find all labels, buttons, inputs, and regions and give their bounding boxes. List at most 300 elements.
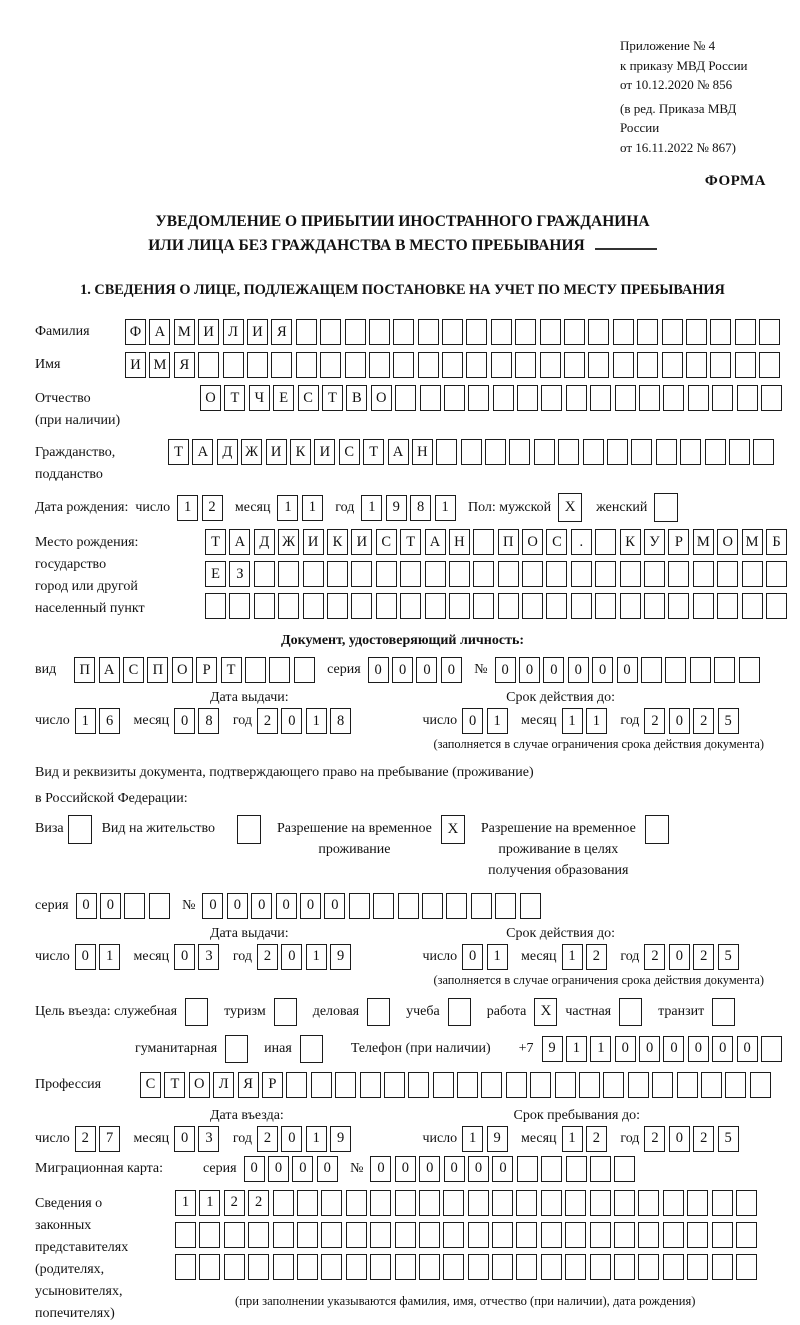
purpose-private-checkbox[interactable] [619,998,642,1026]
char-cell[interactable] [638,1222,659,1248]
char-cell[interactable] [351,561,372,587]
char-cell[interactable]: Р [668,529,689,555]
char-cell[interactable]: 0 [419,1156,440,1182]
char-cell[interactable]: О [371,385,392,411]
char-cell[interactable] [668,561,689,587]
char-cell[interactable]: 0 [76,893,97,919]
char-cell[interactable]: К [290,439,311,465]
char-cell[interactable] [615,385,636,411]
char-cell[interactable] [393,319,414,345]
char-cell[interactable] [419,1254,440,1280]
char-cell[interactable]: 1 [487,944,508,970]
char-cell[interactable] [515,352,536,378]
char-cell[interactable] [541,385,562,411]
char-cell[interactable] [566,1156,587,1182]
char-cell[interactable] [717,561,738,587]
char-cell[interactable] [175,1222,196,1248]
char-cell[interactable] [637,352,658,378]
char-cell[interactable]: 9 [542,1036,563,1062]
char-cell[interactable]: 0 [202,893,223,919]
char-cell[interactable]: С [376,529,397,555]
char-cell[interactable] [442,319,463,345]
char-cell[interactable] [492,1190,513,1216]
char-cell[interactable] [735,319,756,345]
char-cell[interactable]: 9 [330,944,351,970]
char-cell[interactable] [395,385,416,411]
char-cell[interactable] [273,1222,294,1248]
char-cell[interactable] [370,1222,391,1248]
char-cell[interactable]: 1 [99,944,120,970]
char-cell[interactable]: Л [223,319,244,345]
char-cell[interactable] [400,593,421,619]
char-cell[interactable] [652,1072,673,1098]
char-cell[interactable]: Т [164,1072,185,1098]
char-cell[interactable] [493,385,514,411]
char-cell[interactable]: И [314,439,335,465]
char-cell[interactable] [759,319,780,345]
char-cell[interactable] [327,593,348,619]
char-cell[interactable] [717,593,738,619]
char-cell[interactable] [400,561,421,587]
char-cell[interactable] [753,439,774,465]
char-cell[interactable] [522,561,543,587]
char-cell[interactable] [149,893,170,919]
char-cell[interactable]: 2 [693,708,714,734]
char-cell[interactable] [269,657,290,683]
char-cell[interactable] [517,385,538,411]
char-cell[interactable]: 0 [281,708,302,734]
char-cell[interactable]: 1 [562,708,583,734]
char-cell[interactable] [579,1072,600,1098]
char-cell[interactable]: И [198,319,219,345]
char-cell[interactable] [607,439,628,465]
char-cell[interactable] [297,1254,318,1280]
char-cell[interactable] [442,352,463,378]
char-cell[interactable] [224,1222,245,1248]
char-cell[interactable]: 0 [370,1156,391,1182]
char-cell[interactable]: А [229,529,250,555]
char-cell[interactable]: 0 [617,657,638,683]
char-cell[interactable] [680,439,701,465]
char-cell[interactable] [369,319,390,345]
char-cell[interactable]: Т [224,385,245,411]
char-cell[interactable]: 0 [615,1036,636,1062]
char-cell[interactable]: 0 [568,657,589,683]
char-cell[interactable] [398,893,419,919]
char-cell[interactable] [742,561,763,587]
char-cell[interactable] [245,657,266,683]
char-cell[interactable] [637,319,658,345]
char-cell[interactable] [468,385,489,411]
char-cell[interactable] [466,352,487,378]
char-cell[interactable] [425,561,446,587]
char-cell[interactable]: 9 [487,1126,508,1152]
char-cell[interactable] [443,1254,464,1280]
char-cell[interactable] [370,1190,391,1216]
char-cell[interactable]: 0 [281,944,302,970]
purpose-business-checkbox[interactable] [367,998,390,1026]
char-cell[interactable] [712,1254,733,1280]
char-cell[interactable] [761,1036,782,1062]
char-cell[interactable] [590,1156,611,1182]
char-cell[interactable] [273,1190,294,1216]
char-cell[interactable] [687,1190,708,1216]
char-cell[interactable]: Я [174,352,195,378]
char-cell[interactable] [564,319,585,345]
char-cell[interactable] [687,1222,708,1248]
char-cell[interactable] [248,1254,269,1280]
char-cell[interactable]: В [346,385,367,411]
purpose-humanitarian-checkbox[interactable] [225,1035,248,1063]
char-cell[interactable] [481,1072,502,1098]
char-cell[interactable] [725,1072,746,1098]
char-cell[interactable]: 1 [75,708,96,734]
char-cell[interactable]: 2 [257,1126,278,1152]
char-cell[interactable]: 0 [251,893,272,919]
char-cell[interactable]: Т [205,529,226,555]
char-cell[interactable] [473,529,494,555]
char-cell[interactable] [468,1254,489,1280]
char-cell[interactable]: 0 [669,1126,690,1152]
char-cell[interactable] [530,1072,551,1098]
char-cell[interactable]: 0 [227,893,248,919]
char-cell[interactable] [473,561,494,587]
char-cell[interactable] [540,352,561,378]
char-cell[interactable] [522,593,543,619]
char-cell[interactable] [248,1222,269,1248]
char-cell[interactable]: М [149,352,170,378]
char-cell[interactable] [346,1222,367,1248]
char-cell[interactable]: 1 [590,1036,611,1062]
char-cell[interactable] [736,1190,757,1216]
char-cell[interactable] [473,593,494,619]
char-cell[interactable] [449,593,470,619]
char-cell[interactable] [303,561,324,587]
char-cell[interactable] [520,893,541,919]
char-cell[interactable] [541,1156,562,1182]
char-cell[interactable] [205,593,226,619]
char-cell[interactable]: 5 [718,944,739,970]
char-cell[interactable] [620,561,641,587]
char-cell[interactable]: Ф [125,319,146,345]
char-cell[interactable] [254,561,275,587]
char-cell[interactable] [735,352,756,378]
char-cell[interactable] [663,385,684,411]
char-cell[interactable]: 6 [99,708,120,734]
char-cell[interactable] [321,1222,342,1248]
char-cell[interactable] [346,1190,367,1216]
char-cell[interactable]: Т [221,657,242,683]
char-cell[interactable]: И [125,352,146,378]
char-cell[interactable] [603,1072,624,1098]
char-cell[interactable] [631,439,652,465]
char-cell[interactable]: А [99,657,120,683]
female-checkbox[interactable] [654,493,678,522]
char-cell[interactable] [376,561,397,587]
char-cell[interactable]: 2 [693,1126,714,1152]
char-cell[interactable]: Т [168,439,189,465]
char-cell[interactable]: Ж [241,439,262,465]
residence-permit-checkbox[interactable] [237,815,261,844]
char-cell[interactable] [638,1254,659,1280]
char-cell[interactable] [701,1072,722,1098]
char-cell[interactable] [468,1190,489,1216]
char-cell[interactable] [588,319,609,345]
char-cell[interactable] [273,1254,294,1280]
visa-checkbox[interactable] [68,815,92,844]
char-cell[interactable] [351,593,372,619]
char-cell[interactable] [370,1254,391,1280]
char-cell[interactable] [737,385,758,411]
char-cell[interactable]: 2 [586,1126,607,1152]
char-cell[interactable] [515,319,536,345]
char-cell[interactable]: 2 [257,944,278,970]
char-cell[interactable] [565,1190,586,1216]
char-cell[interactable] [199,1254,220,1280]
char-cell[interactable] [349,893,370,919]
char-cell[interactable]: 0 [444,1156,465,1182]
char-cell[interactable] [736,1254,757,1280]
char-cell[interactable]: 1 [562,1126,583,1152]
rvp-checkbox[interactable]: X [441,815,465,844]
char-cell[interactable] [663,1254,684,1280]
char-cell[interactable] [614,1190,635,1216]
char-cell[interactable] [492,1254,513,1280]
char-cell[interactable] [662,319,683,345]
char-cell[interactable] [628,1072,649,1098]
char-cell[interactable] [565,1222,586,1248]
char-cell[interactable] [590,1254,611,1280]
char-cell[interactable] [571,561,592,587]
char-cell[interactable]: П [498,529,519,555]
char-cell[interactable] [247,352,268,378]
char-cell[interactable]: 0 [737,1036,758,1062]
char-cell[interactable] [311,1072,332,1098]
char-cell[interactable] [688,385,709,411]
char-cell[interactable]: П [74,657,95,683]
char-cell[interactable] [686,352,707,378]
char-cell[interactable] [498,593,519,619]
char-cell[interactable]: Д [217,439,238,465]
char-cell[interactable]: 2 [644,944,665,970]
char-cell[interactable] [614,1254,635,1280]
char-cell[interactable]: И [303,529,324,555]
char-cell[interactable]: 1 [277,495,298,521]
char-cell[interactable]: 2 [644,708,665,734]
char-cell[interactable] [223,352,244,378]
char-cell[interactable]: 1 [177,495,198,521]
char-cell[interactable]: 0 [663,1036,684,1062]
char-cell[interactable]: 2 [644,1126,665,1152]
char-cell[interactable] [620,593,641,619]
char-cell[interactable] [555,1072,576,1098]
purpose-study-checkbox[interactable] [448,998,471,1026]
char-cell[interactable] [705,439,726,465]
char-cell[interactable] [278,593,299,619]
char-cell[interactable] [393,352,414,378]
char-cell[interactable]: К [327,529,348,555]
char-cell[interactable] [297,1190,318,1216]
char-cell[interactable] [668,593,689,619]
char-cell[interactable]: Е [205,561,226,587]
char-cell[interactable] [517,1156,538,1182]
char-cell[interactable] [687,1254,708,1280]
char-cell[interactable]: 0 [317,1156,338,1182]
purpose-work-checkbox[interactable]: X [534,998,557,1026]
char-cell[interactable] [320,319,341,345]
char-cell[interactable] [271,352,292,378]
char-cell[interactable]: 9 [386,495,407,521]
char-cell[interactable]: О [200,385,221,411]
char-cell[interactable]: Р [196,657,217,683]
char-cell[interactable]: Б [766,529,787,555]
char-cell[interactable]: 0 [276,893,297,919]
char-cell[interactable] [564,352,585,378]
char-cell[interactable]: М [693,529,714,555]
char-cell[interactable]: А [388,439,409,465]
char-cell[interactable] [641,657,662,683]
char-cell[interactable] [466,319,487,345]
char-cell[interactable]: 2 [224,1190,245,1216]
char-cell[interactable] [712,385,733,411]
char-cell[interactable] [471,893,492,919]
char-cell[interactable]: 9 [330,1126,351,1152]
char-cell[interactable] [736,1222,757,1248]
char-cell[interactable] [595,561,616,587]
char-cell[interactable] [663,1190,684,1216]
char-cell[interactable]: 5 [718,1126,739,1152]
char-cell[interactable] [613,319,634,345]
char-cell[interactable]: 0 [669,708,690,734]
char-cell[interactable] [534,439,555,465]
char-cell[interactable] [739,657,760,683]
char-cell[interactable] [588,352,609,378]
char-cell[interactable]: 0 [688,1036,709,1062]
char-cell[interactable] [373,893,394,919]
char-cell[interactable] [297,1222,318,1248]
char-cell[interactable] [613,352,634,378]
char-cell[interactable] [443,1222,464,1248]
char-cell[interactable] [408,1072,429,1098]
char-cell[interactable]: . [571,529,592,555]
char-cell[interactable]: 7 [99,1126,120,1152]
char-cell[interactable]: О [717,529,738,555]
char-cell[interactable]: 2 [257,708,278,734]
char-cell[interactable] [461,439,482,465]
char-cell[interactable]: 5 [718,708,739,734]
char-cell[interactable]: О [522,529,543,555]
char-cell[interactable] [492,1222,513,1248]
char-cell[interactable]: 1 [487,708,508,734]
char-cell[interactable]: 0 [100,893,121,919]
char-cell[interactable]: 0 [468,1156,489,1182]
char-cell[interactable] [750,1072,771,1098]
char-cell[interactable] [541,1222,562,1248]
char-cell[interactable]: Т [322,385,343,411]
char-cell[interactable]: 0 [324,893,345,919]
char-cell[interactable] [419,1222,440,1248]
char-cell[interactable] [595,529,616,555]
char-cell[interactable] [327,561,348,587]
char-cell[interactable] [546,561,567,587]
char-cell[interactable] [419,1190,440,1216]
char-cell[interactable]: 3 [198,1126,219,1152]
char-cell[interactable]: С [123,657,144,683]
char-cell[interactable] [369,352,390,378]
char-cell[interactable] [729,439,750,465]
char-cell[interactable]: О [172,657,193,683]
char-cell[interactable]: 0 [416,657,437,683]
purpose-official-checkbox[interactable] [185,998,208,1026]
char-cell[interactable]: И [351,529,372,555]
char-cell[interactable]: 0 [462,708,483,734]
char-cell[interactable] [376,593,397,619]
char-cell[interactable] [395,1254,416,1280]
char-cell[interactable] [686,319,707,345]
char-cell[interactable]: А [149,319,170,345]
char-cell[interactable]: О [189,1072,210,1098]
char-cell[interactable] [296,352,317,378]
char-cell[interactable] [468,1222,489,1248]
char-cell[interactable] [175,1254,196,1280]
char-cell[interactable] [420,385,441,411]
char-cell[interactable] [229,593,250,619]
char-cell[interactable]: 1 [361,495,382,521]
char-cell[interactable]: Я [271,319,292,345]
char-cell[interactable]: 0 [281,1126,302,1152]
char-cell[interactable] [541,1190,562,1216]
char-cell[interactable]: С [339,439,360,465]
char-cell[interactable] [303,593,324,619]
char-cell[interactable]: С [546,529,567,555]
char-cell[interactable]: 1 [435,495,456,521]
char-cell[interactable] [491,352,512,378]
char-cell[interactable]: 0 [300,893,321,919]
char-cell[interactable]: Н [449,529,470,555]
char-cell[interactable] [710,319,731,345]
char-cell[interactable] [498,561,519,587]
char-cell[interactable] [443,1190,464,1216]
char-cell[interactable]: 0 [174,708,195,734]
char-cell[interactable] [710,352,731,378]
char-cell[interactable]: 8 [198,708,219,734]
char-cell[interactable] [321,1190,342,1216]
char-cell[interactable] [345,319,366,345]
char-cell[interactable]: 0 [712,1036,733,1062]
char-cell[interactable]: 0 [543,657,564,683]
char-cell[interactable]: 0 [292,1156,313,1182]
char-cell[interactable] [224,1254,245,1280]
char-cell[interactable]: 0 [174,1126,195,1152]
char-cell[interactable]: 2 [75,1126,96,1152]
char-cell[interactable] [540,319,561,345]
char-cell[interactable]: 0 [174,944,195,970]
char-cell[interactable]: 8 [410,495,431,521]
char-cell[interactable]: М [742,529,763,555]
rvp-education-checkbox[interactable] [645,815,669,844]
char-cell[interactable]: 1 [586,708,607,734]
char-cell[interactable]: 0 [244,1156,265,1182]
char-cell[interactable]: 0 [492,1156,513,1182]
char-cell[interactable]: 2 [202,495,223,521]
char-cell[interactable] [546,593,567,619]
char-cell[interactable]: Р [262,1072,283,1098]
char-cell[interactable]: У [644,529,665,555]
char-cell[interactable]: П [147,657,168,683]
char-cell[interactable]: С [298,385,319,411]
char-cell[interactable] [294,657,315,683]
char-cell[interactable] [766,593,787,619]
